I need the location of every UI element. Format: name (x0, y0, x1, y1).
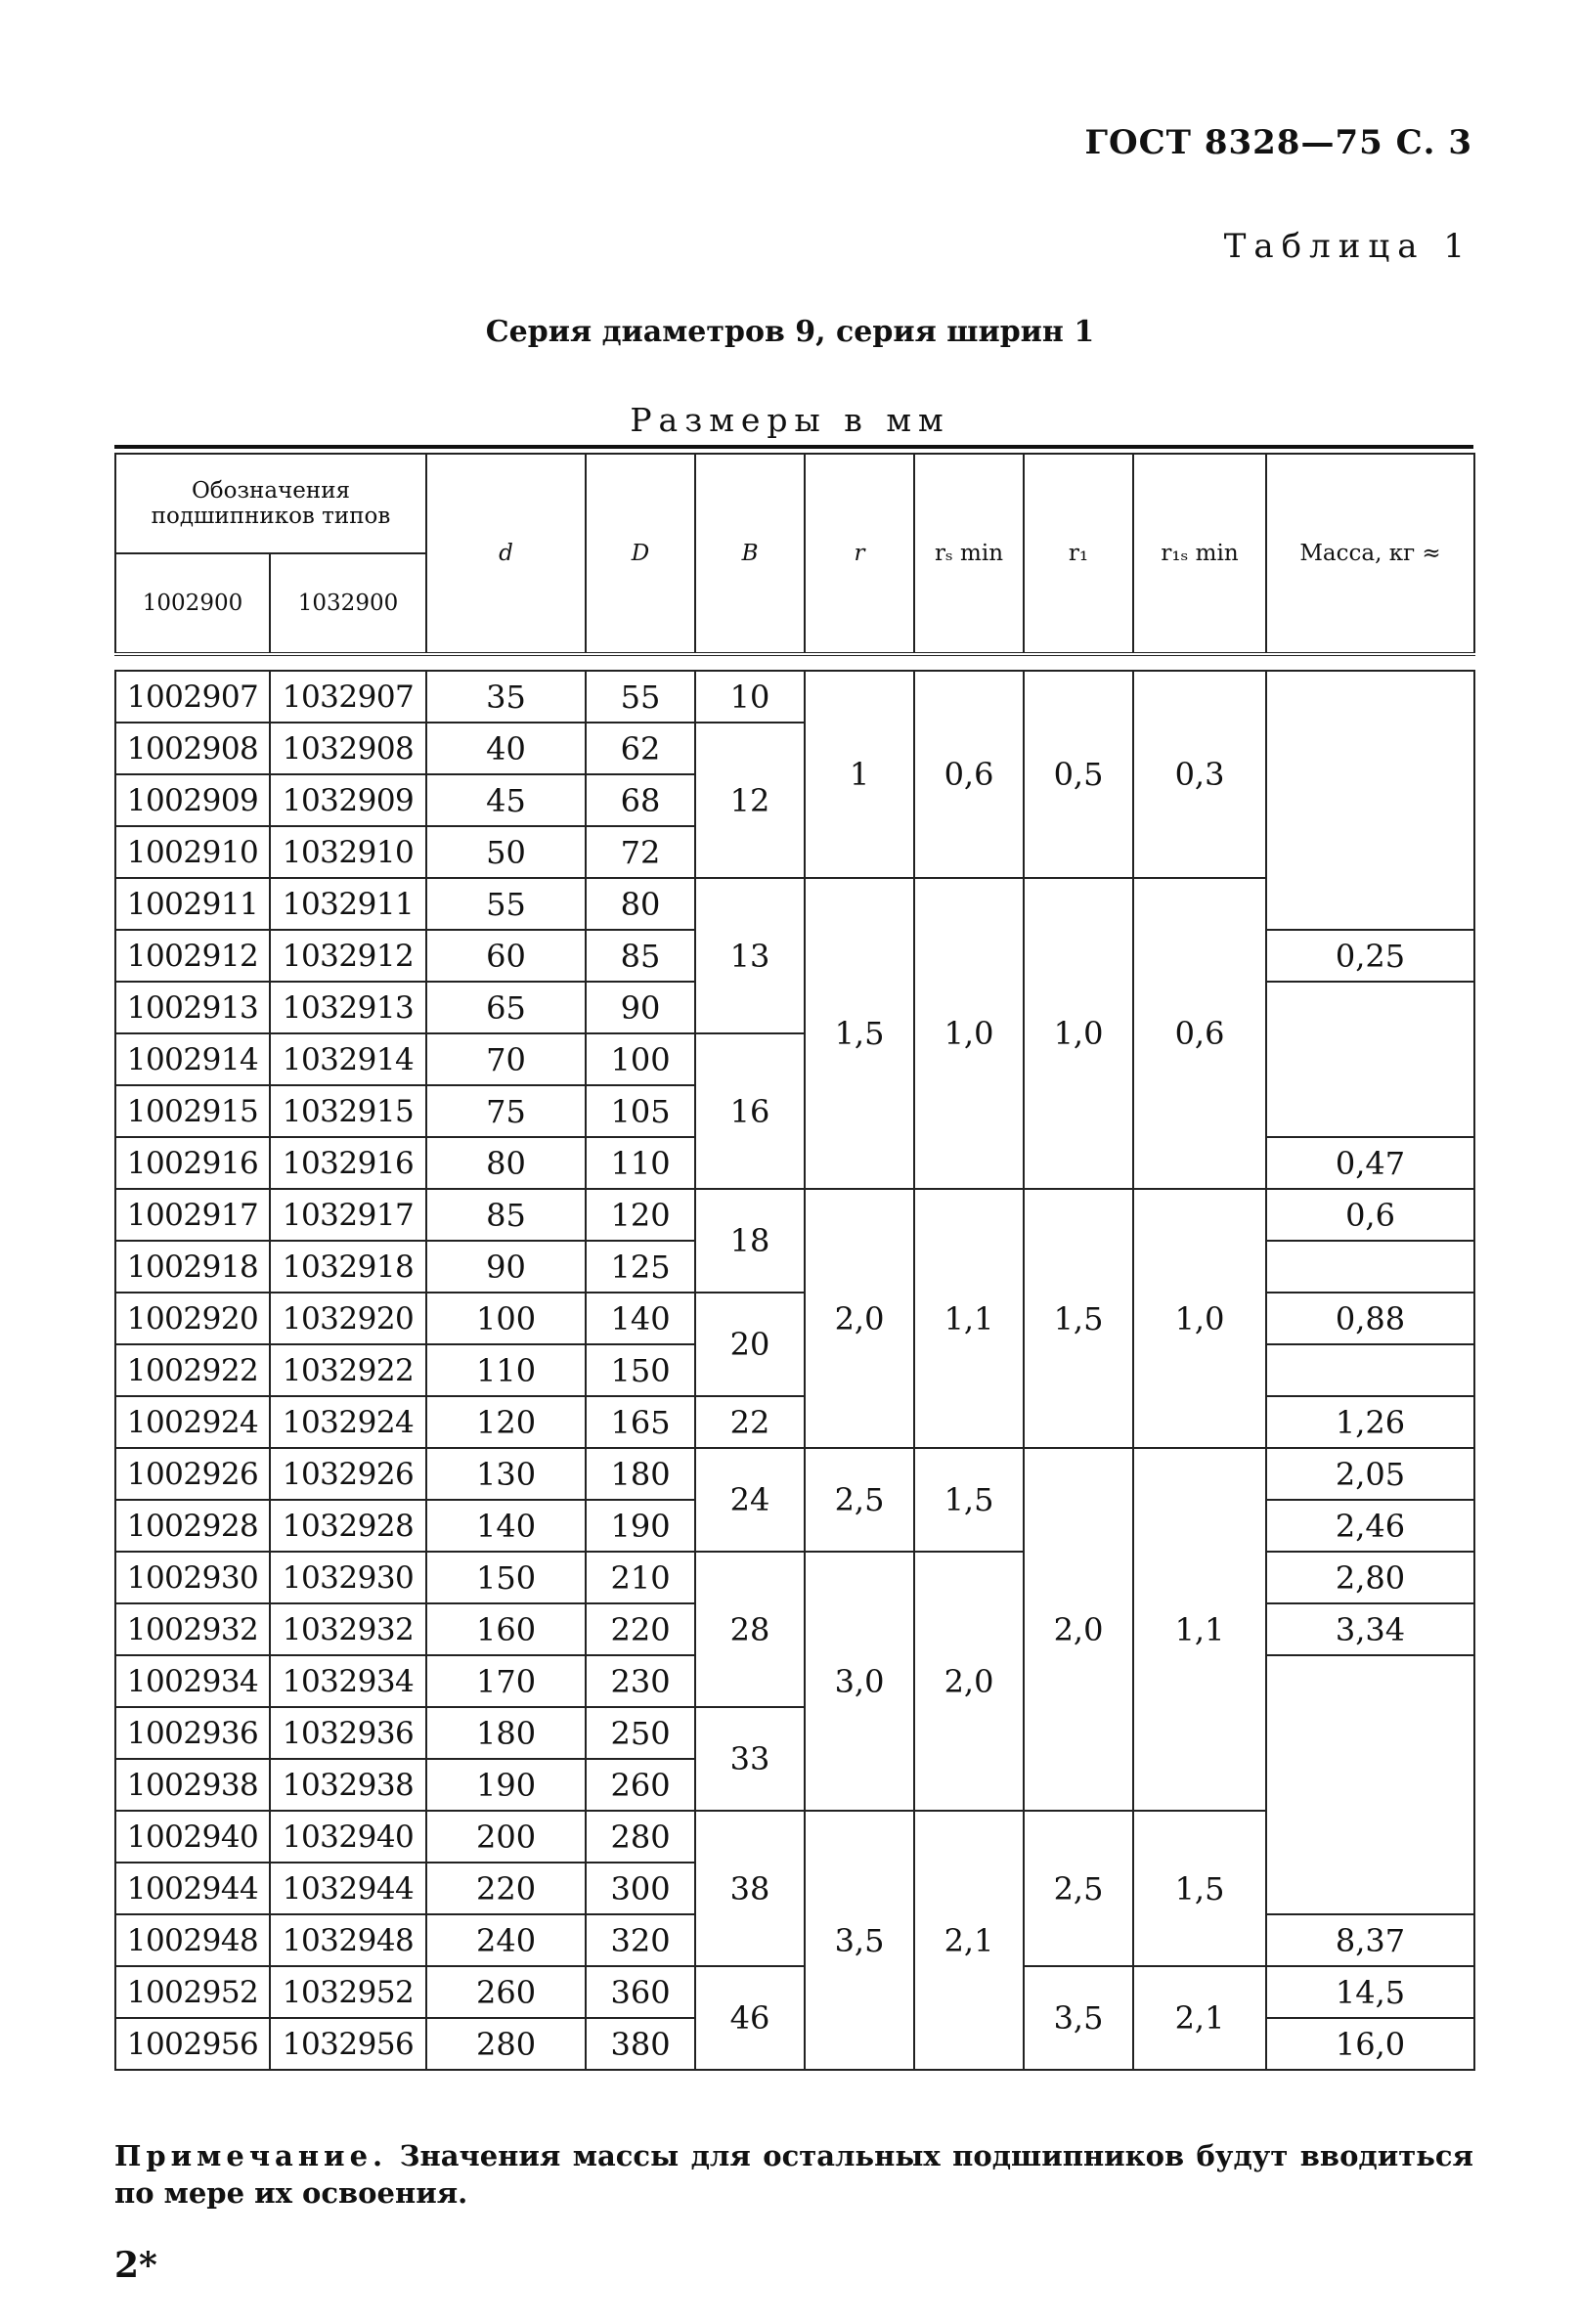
cell-mass (1266, 671, 1474, 930)
cell-d: 50 (426, 826, 586, 878)
bearing-code-1032900: 1032940 (270, 1811, 426, 1863)
page-mark: 2* (114, 2245, 157, 2286)
note-text: Значения массы для остальных подшипников будут вводиться по мере их освоения. (114, 2139, 1473, 2210)
cell-mass: 8,37 (1266, 1914, 1474, 1966)
bearing-code-1032900: 1032917 (270, 1189, 426, 1241)
bearing-code-1032900: 1032952 (270, 1966, 426, 2018)
cell-D: 68 (586, 774, 695, 826)
bearing-code-1032900: 1032912 (270, 930, 426, 982)
cell-mass: 3,34 (1266, 1603, 1474, 1655)
bearing-code-1002900: 1002914 (115, 1033, 270, 1085)
cell-D: 190 (586, 1500, 695, 1552)
cell-d: 140 (426, 1500, 586, 1552)
cell-r: 1 (805, 671, 914, 878)
bearing-code-1032900: 1032920 (270, 1293, 426, 1344)
cell-B: 22 (695, 1396, 805, 1448)
cell-D: 110 (586, 1137, 695, 1189)
cell-D: 280 (586, 1811, 695, 1863)
bearing-code-1002900: 1002915 (115, 1085, 270, 1137)
cell-rs-min: 2,0 (914, 1552, 1024, 1811)
cell-mass: 0,47 (1266, 1137, 1474, 1189)
cell-mass (1266, 1344, 1474, 1396)
bearing-code-1002900: 1002908 (115, 723, 270, 774)
document-header: ГОСТ 8328—75 С. 3 (1084, 123, 1472, 162)
cell-mass: 2,80 (1266, 1552, 1474, 1603)
bearing-code-1032900: 1032948 (270, 1914, 426, 1966)
cell-r1s-min: 2,1 (1133, 1966, 1266, 2070)
cell-B: 10 (695, 671, 805, 723)
units-caption: Размеры в мм (630, 401, 950, 439)
cell-d: 190 (426, 1759, 586, 1811)
cell-rs-min: 0,6 (914, 671, 1024, 878)
bearing-code-1002900: 1002926 (115, 1448, 270, 1500)
cell-d: 40 (426, 723, 586, 774)
cell-D: 125 (586, 1241, 695, 1293)
cell-D: 380 (586, 2018, 695, 2070)
cell-r: 3,0 (805, 1552, 914, 1811)
bearing-code-1032900: 1032938 (270, 1759, 426, 1811)
cell-D: 105 (586, 1085, 695, 1137)
cell-D: 180 (586, 1448, 695, 1500)
cell-B: 16 (695, 1033, 805, 1189)
bearing-code-1032900: 1032924 (270, 1396, 426, 1448)
cell-D: 62 (586, 723, 695, 774)
bearing-code-1032900: 1032911 (270, 878, 426, 930)
cell-B: 24 (695, 1448, 805, 1552)
bearing-code-1002900: 1002936 (115, 1707, 270, 1759)
bearing-code-1032900: 1032907 (270, 671, 426, 723)
cell-B: 20 (695, 1293, 805, 1396)
bearing-code-1032900: 1032934 (270, 1655, 426, 1707)
cell-B: 46 (695, 1966, 805, 2070)
cell-d: 45 (426, 774, 586, 826)
header-bearing-designations: Обозначения подшипников типов (115, 454, 426, 553)
bearing-code-1032900: 1032944 (270, 1863, 426, 1914)
bearing-code-1002900: 1002940 (115, 1811, 270, 1863)
bearing-code-1032900: 1032910 (270, 826, 426, 878)
table-row (115, 1448, 1474, 1500)
cell-d: 75 (426, 1085, 586, 1137)
header-r1s-min: r₁ₛ min (1133, 454, 1266, 654)
cell-D: 260 (586, 1759, 695, 1811)
cell-D: 230 (586, 1655, 695, 1707)
table-body (115, 671, 1474, 2070)
cell-D: 250 (586, 1707, 695, 1759)
bearing-code-1002900: 1002911 (115, 878, 270, 930)
bearing-table (114, 453, 1475, 2071)
cell-d: 260 (426, 1966, 586, 2018)
cell-r1s-min: 1,5 (1133, 1811, 1266, 1966)
bearing-code-1002900: 1002930 (115, 1552, 270, 1603)
table-row (115, 1396, 1474, 1448)
bearing-code-1002900: 1002924 (115, 1396, 270, 1448)
cell-r: 2,0 (805, 1189, 914, 1448)
cell-B: 12 (695, 723, 805, 878)
cell-B: 33 (695, 1707, 805, 1811)
cell-r: 3,5 (805, 1811, 914, 2070)
cell-r1s-min: 0,6 (1133, 878, 1266, 1189)
bearing-code-1002900: 1002917 (115, 1189, 270, 1241)
header-B: B (695, 454, 805, 654)
cell-D: 360 (586, 1966, 695, 2018)
bearing-code-1032900: 1032916 (270, 1137, 426, 1189)
bearing-code-1032900: 1032936 (270, 1707, 426, 1759)
bearing-code-1032900: 1032930 (270, 1552, 426, 1603)
cell-D: 320 (586, 1914, 695, 1966)
cell-d: 100 (426, 1293, 586, 1344)
cell-r1: 1,0 (1024, 878, 1133, 1189)
table-label: Таблица 1 (1223, 227, 1472, 266)
cell-d: 60 (426, 930, 586, 982)
cell-r: 2,5 (805, 1448, 914, 1552)
bearing-code-1032900: 1032956 (270, 2018, 426, 2070)
cell-d: 85 (426, 1189, 586, 1241)
cell-d: 70 (426, 1033, 586, 1085)
top-rule (114, 445, 1473, 449)
cell-D: 220 (586, 1603, 695, 1655)
series-title: Серия диаметров 9, серия ширин 1 (485, 315, 1095, 349)
header-double-rule (115, 654, 1474, 671)
cell-D: 300 (586, 1863, 695, 1914)
bearing-code-1032900: 1032926 (270, 1448, 426, 1500)
cell-mass: 1,26 (1266, 1396, 1474, 1448)
cell-B: 18 (695, 1189, 805, 1293)
header-r: r (805, 454, 914, 654)
cell-d: 280 (426, 2018, 586, 2070)
table-row (115, 1966, 1474, 2018)
cell-d: 110 (426, 1344, 586, 1396)
bearing-code-1002900: 1002916 (115, 1137, 270, 1189)
bearing-code-1002900: 1002910 (115, 826, 270, 878)
cell-D: 100 (586, 1033, 695, 1085)
table-row (115, 1189, 1474, 1241)
bearing-code-1002900: 1002907 (115, 671, 270, 723)
bearing-code-1002900: 1002909 (115, 774, 270, 826)
cell-r: 1,5 (805, 878, 914, 1189)
cell-D: 90 (586, 982, 695, 1033)
cell-r1s-min: 1,0 (1133, 1189, 1266, 1448)
bearing-code-1002900: 1002913 (115, 982, 270, 1033)
bearing-code-1032900: 1032918 (270, 1241, 426, 1293)
cell-d: 35 (426, 671, 586, 723)
cell-d: 80 (426, 1137, 586, 1189)
bearing-code-1032900: 1032915 (270, 1085, 426, 1137)
cell-d: 160 (426, 1603, 586, 1655)
cell-rs-min: 1,1 (914, 1189, 1024, 1448)
cell-r1s-min: 1,1 (1133, 1448, 1266, 1811)
bearing-code-1032900: 1032914 (270, 1033, 426, 1085)
header-rs-min: rₛ min (914, 454, 1024, 654)
table-row (115, 1552, 1474, 1603)
cell-r1: 2,0 (1024, 1448, 1133, 1811)
header-type-1032900: 1032900 (270, 553, 426, 654)
cell-rs-min: 1,5 (914, 1448, 1024, 1552)
cell-d: 150 (426, 1552, 586, 1603)
cell-B: 38 (695, 1811, 805, 1966)
header-d: d (426, 454, 586, 654)
cell-D: 165 (586, 1396, 695, 1448)
cell-mass: 2,46 (1266, 1500, 1474, 1552)
header-mass: Масса, кг ≈ (1266, 454, 1474, 654)
cell-D: 150 (586, 1344, 695, 1396)
note-lead: Примечание. (114, 2139, 388, 2172)
cell-d: 170 (426, 1655, 586, 1707)
cell-D: 120 (586, 1189, 695, 1241)
bearing-code-1032900: 1032928 (270, 1500, 426, 1552)
header-r1: r₁ (1024, 454, 1133, 654)
bearing-code-1002900: 1002956 (115, 2018, 270, 2070)
cell-mass (1266, 982, 1474, 1137)
header-type-1002900: 1002900 (115, 553, 270, 654)
bearing-code-1032900: 1032908 (270, 723, 426, 774)
cell-d: 65 (426, 982, 586, 1033)
cell-r1: 1,5 (1024, 1189, 1133, 1448)
cell-B: 13 (695, 878, 805, 1033)
cell-D: 140 (586, 1293, 695, 1344)
cell-d: 120 (426, 1396, 586, 1448)
cell-rs-min: 2,1 (914, 1811, 1024, 2070)
bearing-code-1002900: 1002944 (115, 1863, 270, 1914)
cell-mass: 2,05 (1266, 1448, 1474, 1500)
cell-d: 90 (426, 1241, 586, 1293)
cell-D: 55 (586, 671, 695, 723)
cell-mass (1266, 1241, 1474, 1293)
table-row (115, 1293, 1474, 1344)
cell-rs-min: 1,0 (914, 878, 1024, 1189)
bearing-code-1002900: 1002938 (115, 1759, 270, 1811)
bearing-code-1032900: 1032932 (270, 1603, 426, 1655)
bearing-code-1002900: 1002932 (115, 1603, 270, 1655)
cell-mass: 0,88 (1266, 1293, 1474, 1344)
bearing-code-1002900: 1002948 (115, 1914, 270, 1966)
cell-r1s-min: 0,3 (1133, 671, 1266, 878)
cell-d: 200 (426, 1811, 586, 1863)
bearing-code-1032900: 1032913 (270, 982, 426, 1033)
bearing-code-1002900: 1002920 (115, 1293, 270, 1344)
bearing-code-1002900: 1002952 (115, 1966, 270, 2018)
bearing-code-1002900: 1002912 (115, 930, 270, 982)
cell-D: 80 (586, 878, 695, 930)
cell-mass (1266, 1655, 1474, 1914)
bearing-code-1002900: 1002934 (115, 1655, 270, 1707)
table-row (115, 671, 1474, 723)
cell-r1: 0,5 (1024, 671, 1133, 878)
cell-d: 130 (426, 1448, 586, 1500)
cell-mass: 16,0 (1266, 2018, 1474, 2070)
cell-B: 28 (695, 1552, 805, 1707)
bearing-code-1032900: 1032909 (270, 774, 426, 826)
bearing-code-1002900: 1002922 (115, 1344, 270, 1396)
header-D: D (586, 454, 695, 654)
cell-d: 220 (426, 1863, 586, 1914)
cell-r1: 2,5 (1024, 1811, 1133, 1966)
cell-mass: 14,5 (1266, 1966, 1474, 2018)
cell-D: 85 (586, 930, 695, 982)
cell-mass: 0,25 (1266, 930, 1474, 982)
bearing-code-1002900: 1002918 (115, 1241, 270, 1293)
cell-d: 55 (426, 878, 586, 930)
cell-d: 240 (426, 1914, 586, 1966)
bearing-code-1032900: 1032922 (270, 1344, 426, 1396)
cell-mass: 0,6 (1266, 1189, 1474, 1241)
bearing-code-1002900: 1002928 (115, 1500, 270, 1552)
cell-r1: 3,5 (1024, 1966, 1133, 2070)
table-note (114, 2137, 1473, 2212)
cell-d: 180 (426, 1707, 586, 1759)
cell-D: 72 (586, 826, 695, 878)
cell-D: 210 (586, 1552, 695, 1603)
